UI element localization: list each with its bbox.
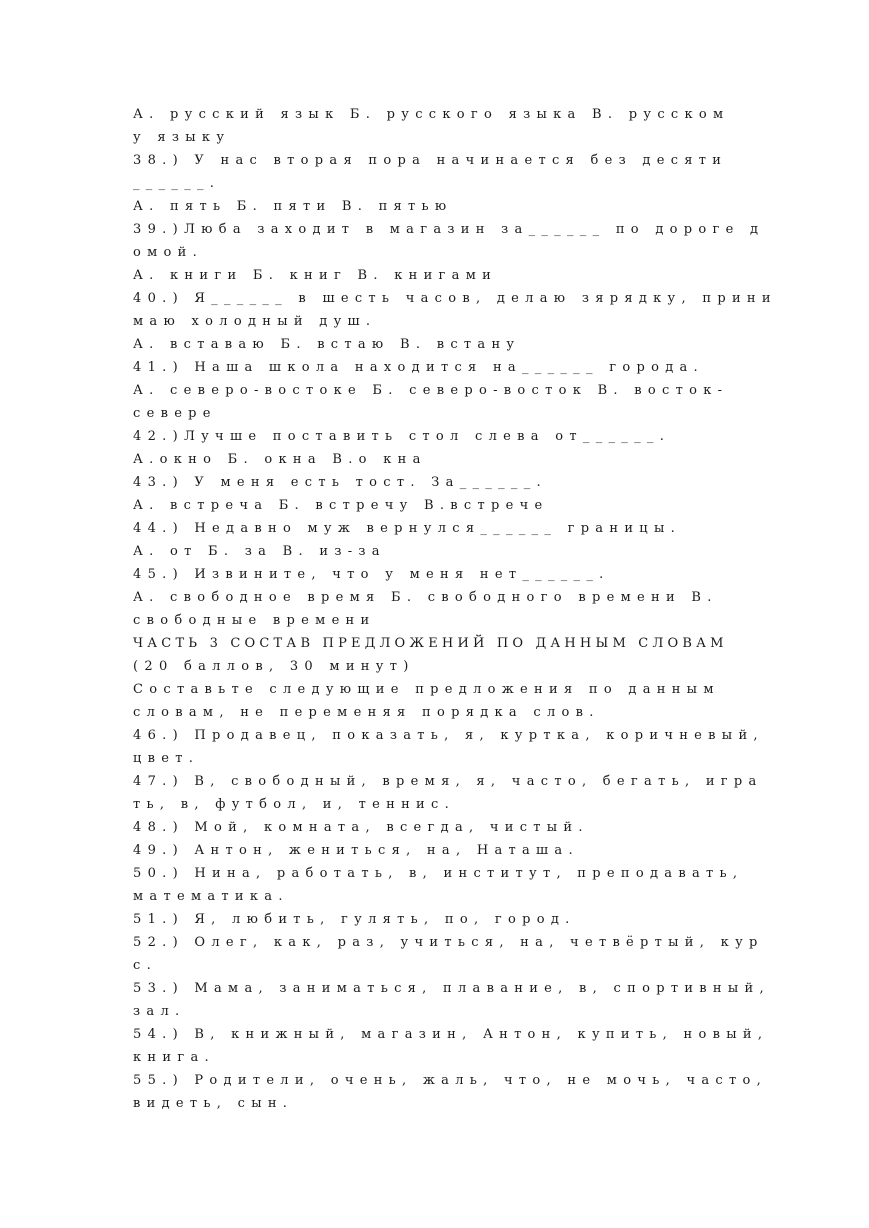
section-heading: ЧАСТЬ 3 СОСТАВ ПРЕДЛОЖЕНИЙ ПО ДАННЫМ СЛОВАМ	[133, 636, 728, 651]
answer-options: А.окно Б. окна В.о кна	[133, 452, 427, 467]
text-line: маю холодный душ.	[133, 314, 377, 329]
question-41: 41.) Наша школа находится на______ города.	[133, 360, 704, 375]
section-instructions: словам, не переменяя порядка слов.	[133, 705, 600, 720]
answer-options: А. встреча Б. встречу В.встрече	[133, 498, 549, 513]
text-line: севере	[133, 406, 217, 421]
question-54: 54.) В, книжный, магазин, Антон, купить, новый,	[133, 1027, 769, 1042]
question-38: 38.) У нас вторая пора начинается без десяти	[133, 153, 728, 168]
question-50: 50.) Нина, работать, в, институт, преподавать,	[133, 866, 744, 881]
text-line: с.	[133, 958, 158, 973]
answer-options: А. книги Б. книг В. книгами	[133, 268, 498, 283]
text-line: видеть, сын.	[133, 1096, 294, 1111]
question-48: 48.) Мой, комната, всегда, чистый.	[133, 820, 589, 835]
question-55: 55.) Родители, очень, жаль, что, не мочь, часто,	[133, 1073, 768, 1088]
section-instructions: Составьте следующие предложения по данным	[133, 682, 720, 697]
answer-options: А. вставаю Б. встаю В. встану	[133, 337, 521, 352]
text-line: А. русский язык Б. русского языка В. русском	[133, 107, 730, 122]
text-line: у языку	[133, 130, 231, 145]
answer-options: А. свободное время Б. свободного времени В.	[133, 590, 718, 605]
question-53: 53.) Мама, заниматься, плавание, в, спортивный,	[133, 981, 770, 996]
question-39: 39.)Люба заходит в магазин за______ по дороге д	[133, 222, 765, 237]
question-49: 49.) Антон, жениться, на, Наташа.	[133, 843, 579, 858]
text-line: зал.	[133, 1004, 186, 1019]
question-44: 44.) Недавно муж вернулся______ границы.	[133, 521, 682, 536]
text-line: ______.	[133, 176, 221, 191]
answer-options: А. северо-востоке Б. северо-восток В. восток-	[133, 383, 729, 398]
question-40: 40.) Я______ в шесть часов, делаю зярядку, прини	[133, 291, 777, 306]
answer-options: А. пять Б. пяти В. пятью	[133, 199, 453, 214]
question-52: 52.) Олег, как, раз, учиться, на, четвёртый, кур	[133, 935, 764, 950]
section-points: (20 баллов, 30 минут)	[133, 659, 415, 674]
text-line: ть, в, футбол, и, теннис.	[133, 797, 456, 812]
question-45: 45.) Извините, что у меня нет______.	[133, 567, 610, 582]
text-line: книга.	[133, 1050, 215, 1065]
answer-options: А. от Б. за В. из-за	[133, 544, 386, 559]
text-line: свободные времени	[133, 613, 376, 628]
text-line: омой.	[133, 245, 204, 260]
text-line: математика.	[133, 889, 289, 904]
question-42: 42.)Лучше поставить стол слева от______.	[133, 429, 671, 444]
question-51: 51.) Я, любить, гулять, по, город.	[133, 912, 576, 927]
question-43: 43.) У меня есть тост. За______.	[133, 475, 547, 490]
text-line: цвет.	[133, 751, 200, 766]
question-47: 47.) В, свободный, время, я, часто, бегать, игра	[133, 774, 763, 789]
question-46: 46.) Продавец, показать, я, куртка, коричневый,	[133, 728, 764, 743]
